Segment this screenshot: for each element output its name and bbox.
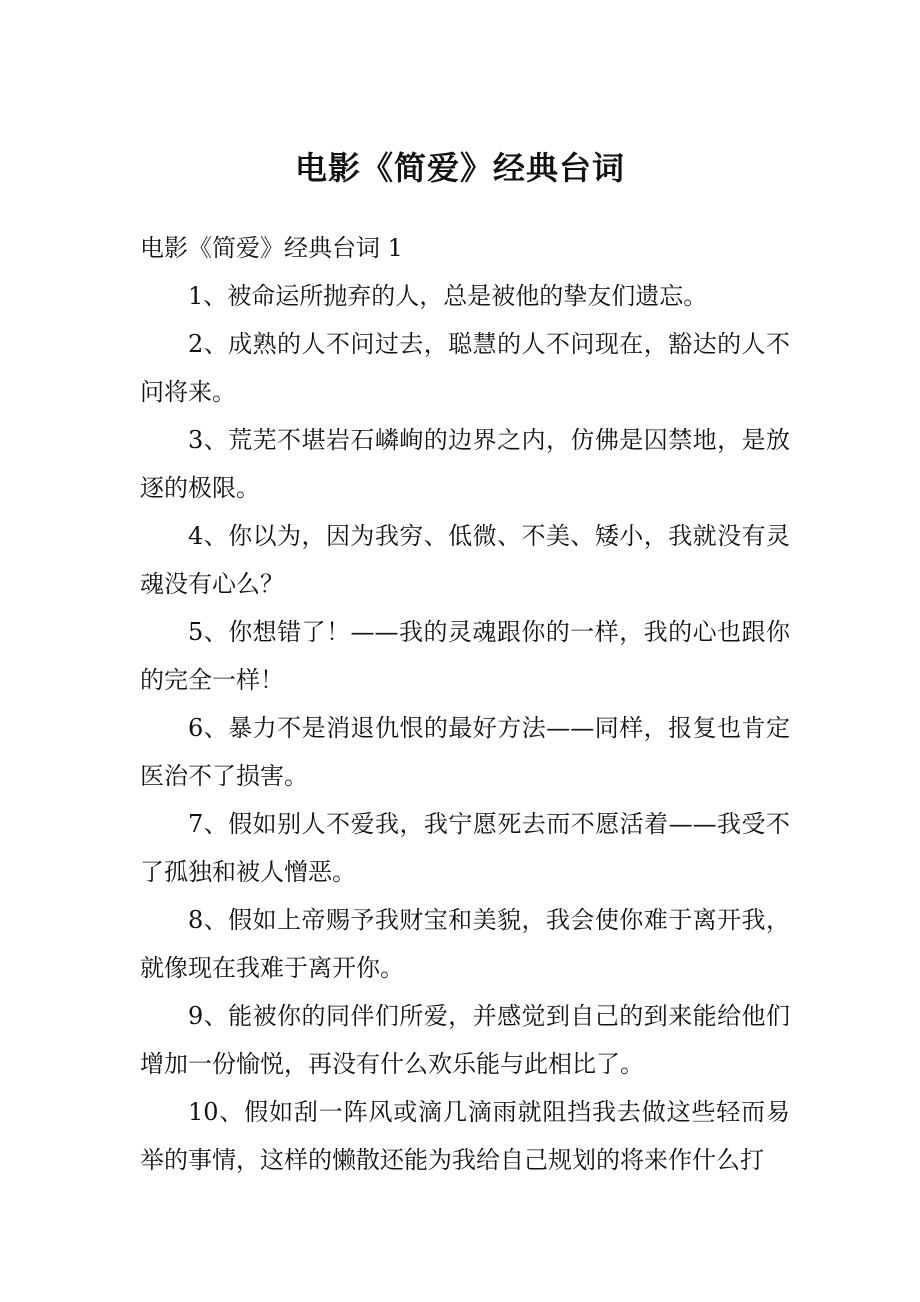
- quote-paragraph: 4、你以为，因为我穷、低微、不美、矮小，我就没有灵魂没有心么？: [140, 522, 790, 598]
- quote-paragraph: 2、成熟的人不问过去，聪慧的人不问现在，豁达的人不问将来。: [140, 330, 790, 406]
- quote-paragraph: 7、假如别人不爱我，我宁愿死去而不愿活着——我受不了孤独和被人憎恶。: [140, 810, 790, 886]
- quote-paragraph: 1、被命运所抛弃的人，总是被他的挚友们遗忘。: [188, 282, 708, 310]
- document-title: 电影《简爱》经典台词: [294, 149, 625, 187]
- section-heading: 电影《简爱》经典台词 1: [140, 234, 403, 262]
- quote-paragraph: 3、荒芜不堪岩石嶙峋的边界之内，仿佛是囚禁地，是放逐的极限。: [140, 426, 790, 502]
- quote-paragraph: 10、假如刮一阵风或滴几滴雨就阻挡我去做这些轻而易举的事情，这样的懒散还能为我给自己规划的将来作什么打: [140, 1098, 790, 1174]
- document-body: [140, 272, 790, 1184]
- quote-paragraph: 6、暴力不是消退仇恨的最好方法——同样，报复也肯定医治不了损害。: [140, 714, 790, 790]
- quote-paragraph: 5、你想错了！——我的灵魂跟你的一样，我的心也跟你的完全一样！: [140, 618, 790, 694]
- quote-paragraph: 9、能被你的同伴们所爱，并感觉到自己的到来能给他们增加一份愉悦，再没有什么欢乐能与此相比了。: [140, 1002, 790, 1078]
- quote-paragraph: 8、假如上帝赐予我财宝和美貌，我会使你难于离开我，就像现在我难于离开你。: [140, 906, 790, 982]
